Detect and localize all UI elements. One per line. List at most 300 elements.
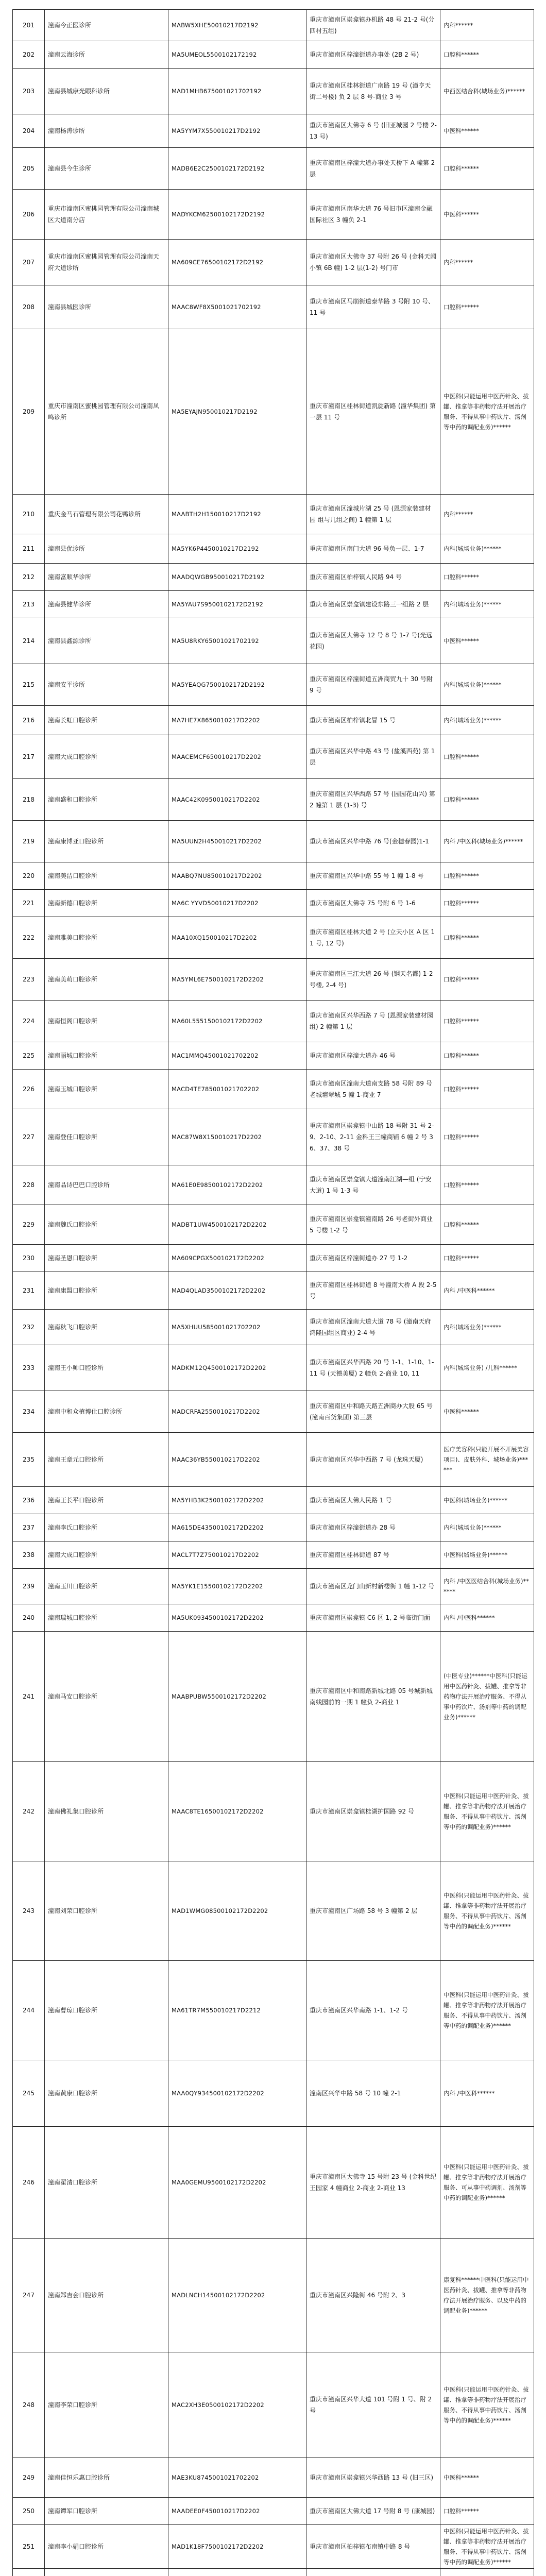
clinic-address: 重庆市潼南区桂林大道 2 号 (立天小区 A 区 11 号, 12 号)	[306, 917, 440, 959]
row-number: 211	[13, 534, 45, 564]
row-number: 203	[13, 69, 45, 114]
service-scope: 康复科******中医科(只能运用中医药针灸、拔罐、推拿等非药物疗法开展治疗服务、以及中药的调配业务)******	[440, 2239, 534, 2352]
credit-code: MAAC42K0950010217D2202	[168, 779, 306, 821]
row-number: 208	[13, 285, 45, 329]
credit-code: MACD4TE785001021702202	[168, 1070, 306, 1109]
credit-code: MAC2XH3E0500102172D2202	[168, 2352, 306, 2458]
clinic-name: 潼南中和众植博仕口腔诊所	[45, 1391, 168, 1433]
credit-code: MA609CPGX500102172D2202	[168, 1245, 306, 1272]
table-row	[13, 285, 534, 329]
clinic-name: 潼南盛和口腔诊所	[45, 779, 168, 821]
table-row	[13, 1042, 534, 1070]
clinic-address: 重庆市潼南区大佛寺 6 号 (旧亚城园 2 号楼 2-13 号)	[306, 114, 440, 148]
row-number: 206	[13, 190, 45, 240]
credit-code: MAC1MMQ45001021702202	[168, 1042, 306, 1070]
service-scope: 口腔科******	[440, 890, 534, 917]
credit-code: MADKM12Q4500102172D2202	[168, 1345, 306, 1391]
row-number: 218	[13, 779, 45, 821]
table-row	[13, 618, 534, 664]
table-row	[13, 1487, 534, 1514]
credit-code: MA609CE76500102172D2192	[168, 240, 306, 285]
clinic-name: 潼南云海诊所	[45, 41, 168, 69]
table-row	[13, 1961, 534, 2060]
clinic-address: 重庆市潼南区兴华中西路 7 号 (龙珠天厦)	[306, 1433, 440, 1487]
row-number: 221	[13, 890, 45, 917]
clinic-name: 潼南黄康口腔诊所	[45, 2060, 168, 2127]
service-scope: 中医科******	[440, 2458, 534, 2498]
clinic-address: 潼南区兴华中路 58 号 10 幢 2-1	[306, 2060, 440, 2127]
table-row	[13, 329, 534, 495]
credit-code: MA5UMEOL5500102172192	[168, 41, 306, 69]
clinic-name	[45, 2569, 168, 2576]
clinic-name: 潼南郑吉会口腔诊所	[45, 2239, 168, 2352]
row-number: 241	[13, 1632, 45, 1762]
row-number: 229	[13, 1205, 45, 1245]
table-row	[13, 664, 534, 706]
row-number: 233	[13, 1345, 45, 1391]
credit-code: MAABTH2H150010217D2192	[168, 495, 306, 534]
row-number: 212	[13, 564, 45, 591]
clinic-address: 重庆市潼南区兴华中路 55 号 1 幢 1-8 号	[306, 862, 440, 890]
service-scope: 口腔科******	[440, 148, 534, 190]
row-number: 205	[13, 148, 45, 190]
clinic-name: 重庆金马石管理有限公司花鸭诊所	[45, 495, 168, 534]
row-number: 224	[13, 1001, 45, 1042]
credit-code: MA6C YYVD50010217D2202	[168, 890, 306, 917]
clinic-address: 重庆市潼南区潼城片湖 25 号 (恩源家装建材园 组与几组之间) 1 幢第 1 层	[306, 495, 440, 534]
table-row	[13, 1001, 534, 1042]
table-row	[13, 890, 534, 917]
service-scope: 中医科(只能运用中医药针灸、拔罐、推拿等非药物疗法开展治疗服务、不得从事中药饮片、汤剂等中药的调配业务)******	[440, 1762, 534, 1861]
clinic-name: 潼南大成口腔诊所	[45, 1541, 168, 1569]
clinic-name: 潼南魏氏口腔诊所	[45, 1205, 168, 1245]
credit-code	[168, 2569, 306, 2576]
row-number: 249	[13, 2458, 45, 2498]
clinic-name: 潼南圣恩口腔诊所	[45, 1245, 168, 1272]
clinic-name: 潼南丽城口腔诊所	[45, 1042, 168, 1070]
credit-code: MA5UK0934500102172D2202	[168, 1604, 306, 1632]
clinic-name: 重庆市潼南区蜜桃园管理有限公司潼南天府大道诊所	[45, 240, 168, 285]
table-row	[13, 1762, 534, 1861]
row-number: 222	[13, 917, 45, 959]
service-scope: 中医科(只能运用中医药针灸、拔罐、推拿等非药物疗法开展治疗服务、不得从事中药饮片、汤剂等中药的调配业务)******	[440, 1961, 534, 2060]
credit-code: MAD1MHB675001021702192	[168, 69, 306, 114]
row-number: 219	[13, 821, 45, 862]
credit-code: MADBT1UW4500102172D2202	[168, 1205, 306, 1245]
service-scope: 口腔科******	[440, 1165, 534, 1205]
credit-code: MAADEE0F450010217D2202	[168, 2498, 306, 2525]
clinic-address: 重庆市潼南区梓潼街道五洲商贸九十 30 号附 9 号	[306, 664, 440, 706]
credit-code: MAAC8WF8X5001021702192	[168, 285, 306, 329]
table-row	[13, 2239, 534, 2352]
credit-code: MA5UUN2H450010217D2202	[168, 821, 306, 862]
service-scope: 口腔科******	[440, 2498, 534, 2525]
credit-code: MABW5XHE50010217D2192	[168, 10, 306, 41]
clinic-address: 重庆市潼南区南华大道 76 号旧市区潼南金融国际社区 3 幢负 2-1	[306, 190, 440, 240]
clinic-registry-table	[12, 9, 534, 2576]
credit-code: MAADQWGB950010217D2192	[168, 564, 306, 591]
row-number: 204	[13, 114, 45, 148]
service-scope: 中医科(城场业务)******	[440, 1541, 534, 1569]
clinic-address: 重庆市潼南区梓潼街道办 27 号 1-2	[306, 1245, 440, 1272]
clinic-address: 重庆市潼南区柏梓镇布南镇中路 8 号	[306, 2525, 440, 2569]
table-row	[13, 1070, 534, 1109]
row-number: 220	[13, 862, 45, 890]
row-number: 244	[13, 1961, 45, 2060]
clinic-address: 重庆市潼南区桂林街道广南路 19 号 (潼亨天街二号楼) 负 2 层 8 号-商业 3 号	[306, 69, 440, 114]
service-scope: 口腔科******	[440, 1001, 534, 1042]
clinic-address: 重庆市潼南区龙门山新村新楼街 1 幢 1-12 号	[306, 1569, 440, 1604]
service-scope: 内科(城场业务)******	[440, 1514, 534, 1541]
clinic-address: 重庆市潼南区梓潼街道办 28 号	[306, 1514, 440, 1541]
credit-code: MAE3KU8745001021702202	[168, 2458, 306, 2498]
clinic-address: 重庆市潼南区梓潼街道办事处 (2B 2 号)	[306, 41, 440, 69]
row-number: 243	[13, 1861, 45, 1961]
clinic-name: 潼南新德口腔诊所	[45, 890, 168, 917]
service-scope: 中医科(只能运用中医药针灸、拔罐、推拿等非药物疗法开展治疗服务、不得从事中药饮片、汤剂等中药的调配业务)******	[440, 1861, 534, 1961]
clinic-address: 重庆市潼南区大佛寺 15 号附 23 号 (金科世纪王园家 4 幢商业 2-商业 2-商业 13	[306, 2127, 440, 2239]
row-number: 226	[13, 1070, 45, 1109]
credit-code: MAD4QLAD3500102172D2202	[168, 1272, 306, 1310]
service-scope: 口腔科******	[440, 1245, 534, 1272]
table-row	[13, 10, 534, 41]
table-row	[13, 564, 534, 591]
credit-code: MA61E0E98500102172D2202	[168, 1165, 306, 1205]
clinic-name: 潼南安平诊所	[45, 664, 168, 706]
table-row	[13, 1604, 534, 1632]
table-row	[13, 1310, 534, 1345]
table-row	[13, 69, 534, 114]
clinic-address: 重庆市潼南区大佛人民路 1 号	[306, 1487, 440, 1514]
clinic-name: 潼南县鑫源诊所	[45, 618, 168, 664]
table-row	[13, 2060, 534, 2127]
clinic-name: 潼南佳恒乐惠口腔诊所	[45, 2458, 168, 2498]
table-row	[13, 2458, 534, 2498]
service-scope: 口腔科******	[440, 285, 534, 329]
service-scope: 口腔科******	[440, 959, 534, 1001]
service-scope: 中西医结合科(城场业务)******	[440, 69, 534, 114]
row-number: 202	[13, 41, 45, 69]
service-scope: 内科(城场业务)******	[440, 664, 534, 706]
credit-code: MA5YAU7S9500102172D2192	[168, 591, 306, 618]
row-number: 207	[13, 240, 45, 285]
clinic-name: 潼南刘荣口腔诊所	[45, 1861, 168, 1961]
table-row	[13, 1205, 534, 1245]
credit-code: MA5YEAQG7500102172D2192	[168, 664, 306, 706]
clinic-name: 潼南王长平口腔诊所	[45, 1487, 168, 1514]
clinic-address: 重庆市潼南区兴华西路 57 号 (园园花山兴) 第 2 幢第 1 层 (1-3) 号	[306, 779, 440, 821]
clinic-name: 重庆市潼南区蜜桃园管理有限公司潼南城区大道南分店	[45, 190, 168, 240]
row-number: 242	[13, 1762, 45, 1861]
clinic-address: 重庆市潼南区大佛寺 75 号附 6 号 1-6	[306, 890, 440, 917]
service-scope: 口腔科******	[440, 735, 534, 779]
table-row	[13, 591, 534, 618]
clinic-address: 重庆市潼南区崇龛镇建设东路三一组路 2 层	[306, 591, 440, 618]
credit-code: MA5YK6P4450010217D2192	[168, 534, 306, 564]
table-row	[13, 2352, 534, 2458]
clinic-name: 潼南秋飞口腔诊所	[45, 1310, 168, 1345]
clinic-address: 重庆市潼南区崇龛镇办机路 48 号 21-2 号(分四村五组)	[306, 10, 440, 41]
row-number: 225	[13, 1042, 45, 1070]
clinic-name: 潼南康博亚口腔诊所	[45, 821, 168, 862]
table-row	[13, 534, 534, 564]
row-number: 251	[13, 2525, 45, 2569]
credit-code: MA61TR7M550010217D2212	[168, 1961, 306, 2060]
table-row	[13, 1514, 534, 1541]
clinic-address	[306, 2569, 440, 2576]
table-row	[13, 148, 534, 190]
license-table-page	[12, 9, 534, 2576]
clinic-name: 潼南美萌口腔诊所	[45, 959, 168, 1001]
clinic-name: 潼南今正医诊所	[45, 10, 168, 41]
table-row	[13, 706, 534, 735]
table-row	[13, 1245, 534, 1272]
credit-code: MAABQ7NU850010217D2202	[168, 862, 306, 890]
clinic-address: 重庆市潼南区广场路 58 号 3 幢第 2 层	[306, 1861, 440, 1961]
clinic-name: 潼南美洁口腔诊所	[45, 862, 168, 890]
clinic-address: 重庆市潼南区中和南路新城北路 05 号城新城南线园前的一期 1 幢负 2-商业 1	[306, 1632, 440, 1762]
table-row	[13, 735, 534, 779]
clinic-address: 重庆市潼南区崇龛镇桂湖护国路 92 号	[306, 1762, 440, 1861]
clinic-address: 重庆市潼南区崇龛镇潼南路 26 号老街外商业 5 号楼 1-2 号	[306, 1205, 440, 1245]
clinic-address: 重庆市潼南区梓潼大道办 46 号	[306, 1042, 440, 1070]
row-number: 250	[13, 2498, 45, 2525]
table-row	[13, 1345, 534, 1391]
clinic-name: 潼南大成口腔诊所	[45, 735, 168, 779]
credit-code: MA7HE7X8650010217D2202	[168, 706, 306, 735]
row-number: 246	[13, 2127, 45, 2239]
clinic-name: 潼南玉城口腔诊所	[45, 1070, 168, 1109]
credit-code: MAD1K18F7500102172D2202	[168, 2525, 306, 2569]
clinic-address: 重庆市潼南区梓潼大道办事处天桥下 A 幢第 2 层	[306, 148, 440, 190]
service-scope: 内科 /中医科******	[440, 2060, 534, 2127]
row-number: 223	[13, 959, 45, 1001]
service-scope: 内科******	[440, 10, 534, 41]
clinic-address: 重庆市潼南区大佛大道 17 号附 8 号 (康城园)	[306, 2498, 440, 2525]
clinic-name: 潼南马安口腔诊所	[45, 1632, 168, 1762]
credit-code: MA60L5551500102172D2202	[168, 1001, 306, 1042]
table-row	[13, 959, 534, 1001]
credit-code: MA5YHB3K2500102172D2202	[168, 1487, 306, 1514]
service-scope: 口腔科******	[440, 1042, 534, 1070]
clinic-name: 潼南杨涛诊所	[45, 114, 168, 148]
service-scope: 口腔科******	[440, 564, 534, 591]
clinic-name: 潼南王章元口腔诊所	[45, 1433, 168, 1487]
clinic-name: 潼南谭军口腔诊所	[45, 2498, 168, 2525]
clinic-address: 重庆市潼南区三江大道 26 号 (钢天名都) 1-2 号楼, 2-4 号)	[306, 959, 440, 1001]
row-number: 234	[13, 1391, 45, 1433]
credit-code: MAAC36YB550010217D2202	[168, 1433, 306, 1487]
clinic-address: 重庆市潼南区中和路天路五洲商办大股 65 号 (潼南百货集团) 第三层	[306, 1391, 440, 1433]
table-row	[13, 240, 534, 285]
row-number	[13, 2569, 45, 2576]
service-scope: 内科 /中医科(城场业务)******	[440, 821, 534, 862]
row-number: 235	[13, 1433, 45, 1487]
clinic-address: 重庆市潼南区兴华大道 101 号附 1 号、附 2 号	[306, 2352, 440, 2458]
row-number: 201	[13, 10, 45, 41]
service-scope: 内科 /中医科******	[440, 1272, 534, 1310]
clinic-name: 潼南曹琼口腔诊所	[45, 1961, 168, 2060]
table-row	[13, 917, 534, 959]
row-number: 227	[13, 1109, 45, 1165]
credit-code: MA5YML6E7500102172D2202	[168, 959, 306, 1001]
service-scope: 内科(城场业务) /儿科******	[440, 1345, 534, 1391]
service-scope: 内科(城场业务)******	[440, 706, 534, 735]
row-number: 213	[13, 591, 45, 618]
clinic-name: 潼南佛礼集口腔诊所	[45, 1762, 168, 1861]
service-scope: 内科(城场业务)******	[440, 534, 534, 564]
table-body	[13, 10, 534, 2576]
clinic-name: 潼南富顺华诊所	[45, 564, 168, 591]
clinic-name: 潼南县优诊所	[45, 534, 168, 564]
service-scope: 内科******	[440, 495, 534, 534]
service-scope: 内科(城场业务)******	[440, 1310, 534, 1345]
credit-code: MADB6E2C2500102172D2192	[168, 148, 306, 190]
credit-code: MA615DE43500102172D2202	[168, 1514, 306, 1541]
credit-code: MA5YK1E15500102172D2202	[168, 1569, 306, 1604]
row-number: 238	[13, 1541, 45, 1569]
clinic-address: 重庆市潼南区兴隆街 46 号附 2、3	[306, 2239, 440, 2352]
table-row	[13, 1109, 534, 1165]
service-scope: 中医科******	[440, 114, 534, 148]
clinic-address: 重庆市潼南区兴华南路 1-1、1-2 号	[306, 1961, 440, 2060]
credit-code: MA5YYM7X550010217D2192	[168, 114, 306, 148]
credit-code: MA5U8RKY65001021702192	[168, 618, 306, 664]
credit-code: MAABPUBW5500102172D2202	[168, 1632, 306, 1762]
service-scope: 中医科(城场业务)******	[440, 1487, 534, 1514]
service-scope: 内科 /中医科******	[440, 1604, 534, 1632]
clinic-name: 潼南县城医诊所	[45, 285, 168, 329]
row-number: 239	[13, 1569, 45, 1604]
service-scope: 医疗美容科(只能开展不开展美容项目)、皮肤外科、城场业务)******	[440, 1433, 534, 1487]
credit-code: MAC87W8X150010217D2202	[168, 1109, 306, 1165]
clinic-address: 重庆市潼南区大佛寺 12 号 8 号 1-7 号(光远花园)	[306, 618, 440, 664]
table-row	[13, 1272, 534, 1310]
row-number: 236	[13, 1487, 45, 1514]
credit-code: MA5EYAJN950010217D2192	[168, 329, 306, 495]
credit-code: MAAC8TE16500102172D2202	[168, 1762, 306, 1861]
clinic-name: 潼南登佳口腔诊所	[45, 1109, 168, 1165]
row-number: 209	[13, 329, 45, 495]
row-number: 228	[13, 1165, 45, 1205]
clinic-address: 重庆市潼南区潼南大道南支路 58 号附 89 号老城塘翠城 5 幢 1-商业 7	[306, 1070, 440, 1109]
table-row	[13, 2525, 534, 2569]
row-number: 231	[13, 1272, 45, 1310]
service-scope: 口腔科******	[440, 1109, 534, 1165]
service-scope: 口腔科******	[440, 862, 534, 890]
clinic-address: 重庆市潼南区兴华中路 43 号 (盐溪西苑) 第 1 层	[306, 735, 440, 779]
clinic-address: 重庆市潼南区崇龛镇兴华西路 13 号 (旧三区)	[306, 2458, 440, 2498]
clinic-address: 重庆市潼南区崇龛镇中山路 18 号附 31 号 2-9、2-10、2-11 金科王三幢商铺 6 幢 2 号 36、37、38 号	[306, 1109, 440, 1165]
service-scope: 中医科(只能运用中医药针灸、拔罐、推拿等非药物疗法开展治疗服务、不得从事中药饮片、汤剂等中药的调配业务)******	[440, 2525, 534, 2569]
service-scope: 内科******	[440, 240, 534, 285]
clinic-name: 潼南康盟口腔诊所	[45, 1272, 168, 1310]
service-scope: 中医科******	[440, 618, 534, 664]
row-number: 237	[13, 1514, 45, 1541]
clinic-name: 潼南品诗巴巴口腔诊所	[45, 1165, 168, 1205]
service-scope: 口腔科******	[440, 1205, 534, 1245]
clinic-address: 重庆市潼南区桂林街道 87 号	[306, 1541, 440, 1569]
clinic-name: 潼南玉川口腔诊所	[45, 1569, 168, 1604]
clinic-name: 潼南瑞城口腔诊所	[45, 1604, 168, 1632]
clinic-name: 潼南雅美口腔诊所	[45, 917, 168, 959]
clinic-address: 重庆市潼南区柏梓镇人民路 94 号	[306, 564, 440, 591]
service-scope: 口腔科******	[440, 779, 534, 821]
clinic-address: 重庆市潼南区崇龛镇大道潼南江湖—组 (宁安大道) 1 号 1-3 号	[306, 1165, 440, 1205]
table-row	[13, 1165, 534, 1205]
table-row	[13, 779, 534, 821]
table-row	[13, 2498, 534, 2525]
row-number: 245	[13, 2060, 45, 2127]
table-row	[13, 1632, 534, 1762]
table-row	[13, 114, 534, 148]
clinic-name: 潼南县今生诊所	[45, 148, 168, 190]
row-number: 210	[13, 495, 45, 534]
clinic-name: 潼南县健华诊所	[45, 591, 168, 618]
service-scope: 中医科(只能运用中医药针灸、拔罐、推拿等非药物疗法开展治疗服务、不得从事中药饮片、汤剂等中药的调配业务)******	[440, 329, 534, 495]
clinic-name: 潼南李氏口腔诊所	[45, 1514, 168, 1541]
service-scope: 内科(城场业务)******	[440, 591, 534, 618]
service-scope: 口腔科******	[440, 917, 534, 959]
credit-code: MADCRFA2550010217D2202	[168, 1391, 306, 1433]
table-row	[13, 1861, 534, 1961]
row-number: 247	[13, 2239, 45, 2352]
credit-code: MAD1WMG08500102172D2202	[168, 1861, 306, 1961]
table-row	[13, 190, 534, 240]
clinic-address: 重庆市潼南区南门大道 96 号负一层、1-7	[306, 534, 440, 564]
service-scope	[440, 2569, 534, 2576]
service-scope: 中医科******	[440, 1391, 534, 1433]
clinic-address: 重庆市潼南区兴华西路 20 号 1-1、1-10、1-11 号 (天德美厦) 2 幢负 2-商业 10, 11	[306, 1345, 440, 1391]
clinic-name: 潼南长虹口腔诊所	[45, 706, 168, 735]
clinic-name: 潼南县城康光眼科诊所	[45, 69, 168, 114]
table-row	[13, 862, 534, 890]
row-number: 216	[13, 706, 45, 735]
clinic-name: 潼南王小帅口腔诊所	[45, 1345, 168, 1391]
row-number: 240	[13, 1604, 45, 1632]
clinic-address: 重庆市潼南区大佛寺 37 号附 26 号 (金科天阔小镇 6B 幢) 1-2 层(1-2) 号门市	[306, 240, 440, 285]
credit-code: MAA0QY934500102172D2202	[168, 2060, 306, 2127]
clinic-name: 重庆市潼南区蜜桃园管理有限公司潼南凤鸣诊所	[45, 329, 168, 495]
clinic-name: 潼南翟清口腔诊所	[45, 2127, 168, 2239]
clinic-address: 重庆市潼南区兴华西路 7 号 (恩源家装建材园组) 2 幢第 1 层	[306, 1001, 440, 1042]
credit-code: MADYKCM62500102172D2192	[168, 190, 306, 240]
row-number: 248	[13, 2352, 45, 2458]
row-number: 232	[13, 1310, 45, 1345]
table-row	[13, 2569, 534, 2576]
row-number: 230	[13, 1245, 45, 1272]
clinic-address: 重庆市潼南区马崩街道泰华路 3 号附 10 号、11 号	[306, 285, 440, 329]
service-scope: 中医科******	[440, 190, 534, 240]
clinic-address: 重庆市潼南区潼南大道大道 78 号 (潼南天府鸿隆园组区商业) 2-4 号	[306, 1310, 440, 1345]
service-scope: 中医科(只能运用中医药针灸、拔罐、推拿等非药物疗法开展治疗服务、不得从事中药饮片、汤剂等中药的调配业务)******	[440, 2352, 534, 2458]
row-number: 215	[13, 664, 45, 706]
clinic-name: 潼南恒阁口腔诊所	[45, 1001, 168, 1042]
table-row	[13, 1391, 534, 1433]
table-row	[13, 1569, 534, 1604]
service-scope: 口腔科******	[440, 1070, 534, 1109]
service-scope: 口腔科******	[440, 41, 534, 69]
row-number: 214	[13, 618, 45, 664]
table-row	[13, 821, 534, 862]
credit-code: MADLNCH14500102172D2202	[168, 2239, 306, 2352]
table-row	[13, 2127, 534, 2239]
table-row	[13, 1541, 534, 1569]
service-scope: (中医专业)******中医科(只能运用中医药针灸、拔罐、推拿等非药物疗法开展治疗服务、不得从事中药饮片、汤剂等中药的调配业务)******	[440, 1632, 534, 1762]
clinic-address: 重庆市潼南区柏梓镇北冒 15 号	[306, 706, 440, 735]
clinic-address: 重庆市潼南区崇龛镇 C6 区 1, 2 号临街门面	[306, 1604, 440, 1632]
table-row	[13, 1433, 534, 1487]
